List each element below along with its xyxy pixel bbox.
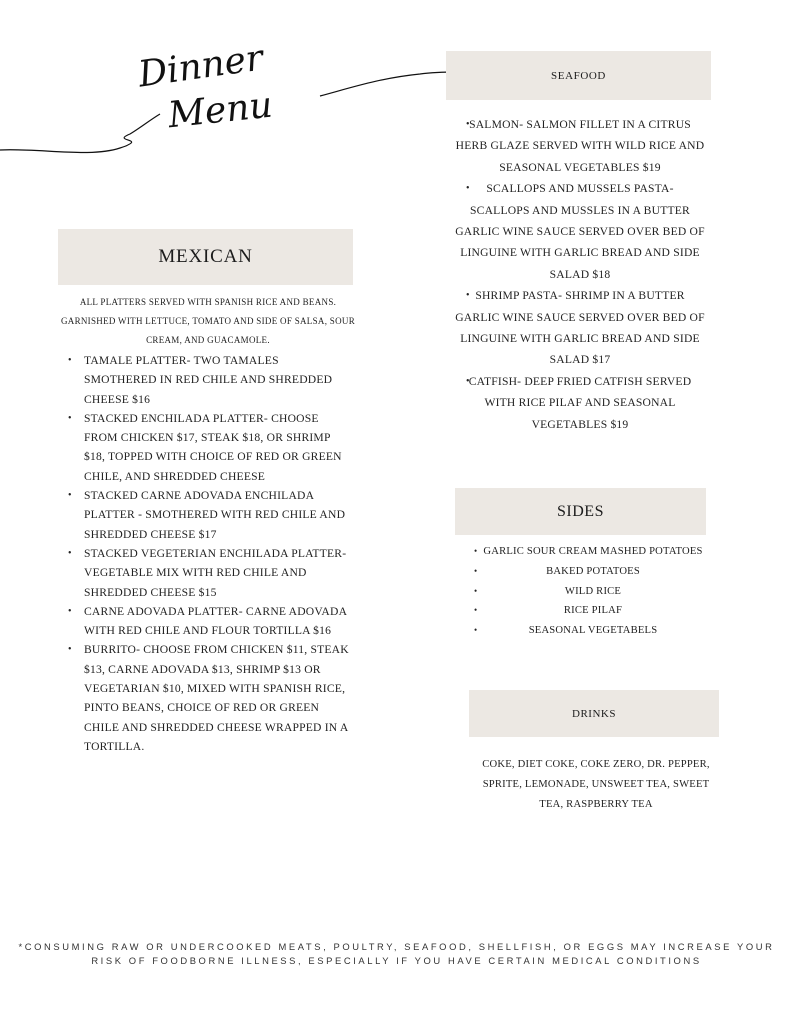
side-item-text: SEASONAL VEGETABELS [528, 625, 658, 637]
drinks-heading-box [469, 690, 719, 737]
menu-title-line2: Menu [166, 84, 275, 137]
seafood-item-text: SHRIMP PASTA- SHRIMP IN A BUTTER GARLIC WINE SAUCE SERVED OVER BED OF LINGUINE WITH GARLIC BREAD AND SIDE SALAD $17 [455, 289, 705, 367]
drinks-heading: DRINKS [572, 707, 616, 720]
food-safety-disclaimer: *CONSUMING RAW OR UNDERCOOKED MEATS, POULTRY, SEAFOOD, SHELLFISH, OR EGGS MAY INCREASE YOUR RISK OF FOODBORNE ILLNESS, ESPECIALLY IF YOU HAVE CERTAIN MEDICAL CONDITIONS [18, 941, 775, 966]
side-item-text: WILD RICE [564, 585, 622, 597]
seafood-item-text: SCALLOPS AND MUSSELS PASTA- SCALLOPS AND MUSSLES IN A BUTTER GARLIC WINE SAUCE SERVED OVER BED OF LINGUINE WITH GARLIC BREAD AND SIDE SALAD $18 [455, 182, 705, 281]
menu-title-line1: Dinner [135, 37, 266, 96]
bullet-icon: • [474, 605, 478, 616]
side-item-text: BAKED POTATOES [546, 565, 640, 577]
seafood-item [455, 114, 705, 178]
seafood-heading-box [446, 51, 711, 100]
bullet-icon: • [474, 585, 478, 596]
seafood-item-text: CATFISH- DEEP FRIED CATFISH SERVED WITH RICE PILAF AND SEASONAL VEGETABLES $19 [468, 374, 692, 431]
seafood-item [455, 178, 705, 285]
bullet-icon: • [474, 546, 478, 556]
sides-heading: SIDES [557, 502, 604, 520]
bullet-icon: • [474, 565, 478, 576]
bullet-icon: • [466, 375, 470, 387]
mexican-item: • CARNE ADOVADA PLATTER- CARNE ADOVADA WITH RED CHILE AND FLOUR TORTILLA $16 [62, 602, 352, 641]
bullet-icon: • [474, 625, 478, 636]
bullet-icon: • [466, 290, 470, 302]
mexican-heading-box [58, 229, 353, 285]
side-item [468, 562, 718, 582]
mexican-platter-note: ALL PLATTERS SERVED WITH SPANISH RICE AND BEANS. GARNISHED WITH LETTUCE, TOMATO AND SIDE OF SALSA, SOUR CREAM, AND GUACAMOLE. [60, 297, 356, 345]
mexican-item: • TAMALE PLATTER- TWO TAMALES SMOTHERED IN RED CHILE AND SHREDDED CHEESE $16 [62, 351, 352, 409]
mexican-item-list [62, 351, 352, 756]
side-item [468, 621, 718, 641]
mexican-item: • STACKED VEGETERIAN ENCHILADA PLATTER- VEGETABLE MIX WITH RED CHILE AND SHREDDED CHEESE $15 [62, 544, 352, 602]
side-item [468, 582, 718, 602]
seafood-heading: SEAFOOD [551, 69, 606, 82]
drinks-list: COKE, DIET COKE, COKE ZERO, DR. PEPPER, SPRITE, LEMONADE, UNSWEET TEA, SWEET TEA, RASPBERRY TEA [482, 759, 710, 810]
side-item-text: GARLIC SOUR CREAM MASHED POTATOES [483, 546, 703, 557]
side-item [468, 601, 718, 621]
bullet-icon: • [466, 183, 470, 195]
side-item-text: RICE PILAF [563, 605, 623, 617]
sides-heading-box [455, 488, 706, 535]
mexican-item: • STACKED ENCHILADA PLATTER- CHOOSE FROM CHICKEN $17, STEAK $18, OR SHRIMP $18, TOPPED WITH CHOICE OF RED OR GREEN CHILE, AND SHREDDED CHEESE [62, 409, 352, 486]
mexican-item: • STACKED CARNE ADOVADA ENCHILADA PLATTER - SMOTHERED WITH RED CHILE AND SHREDDED CHEESE $17 [62, 486, 352, 544]
mexican-heading: MEXICAN [158, 246, 253, 267]
bullet-icon: • [466, 119, 470, 130]
mexican-item: • BURRITO- CHOOSE FROM CHICKEN $11, STEAK $13, CARNE ADOVADA $13, SHRIMP $13 OR VEGETARIAN $10, MIXED WITH SPANISH RICE, PINTO BEANS, CHOICE OF RED OR GREEN CHILE AND SHREDDED CHEESE WRAPPED IN A TORTILLA. [62, 640, 352, 756]
seafood-item-list [455, 114, 705, 435]
seafood-item [455, 285, 705, 371]
seafood-item-text: SALMON- SALMON FILLET IN A CITRUS HERB GLAZE SERVED WITH WILD RICE AND SEASONAL VEGETABLES $19 [455, 118, 705, 174]
seafood-item [455, 371, 705, 435]
side-item [468, 542, 718, 562]
sides-item-list [468, 542, 718, 641]
